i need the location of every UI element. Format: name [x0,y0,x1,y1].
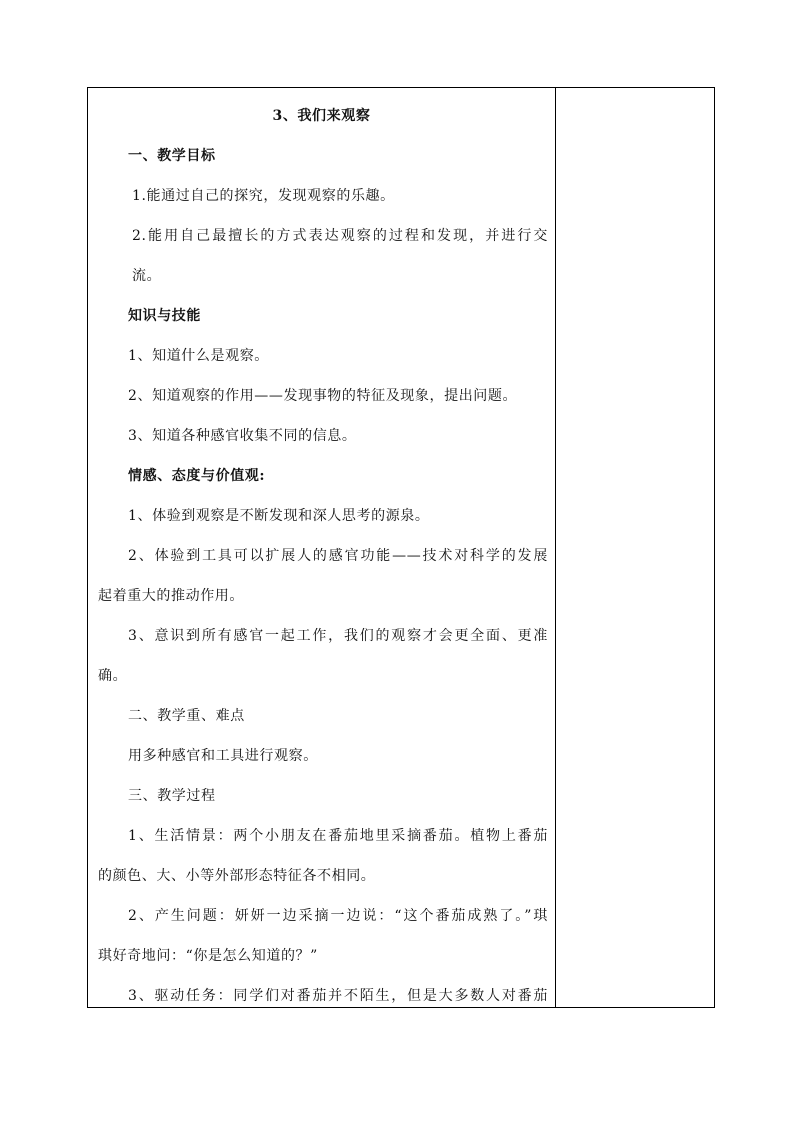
process-item-2-line-1: 2、产生问题：妍妍一边采摘一边说：“这个番茄成熟了。”琪 [128,908,548,924]
section-teaching-process-heading: 三、教学过程 [128,788,216,804]
knowledge-skills-heading: 知识与技能 [128,308,201,324]
process-item-1-line-1: 1、生活情景：两个小朋友在番茄地里采摘番茄。植物上番茄 [128,828,548,844]
attitude-item-3-line-2: 确。 [98,668,128,684]
section-key-points-heading: 二、教学重、难点 [128,708,245,724]
attitude-item-3-line-1: 3、意识到所有感官一起工作，我们的观察才会更全面、更准 [128,628,548,644]
process-item-3-line-1: 3、驱动任务：同学们对番茄并不陌生，但是大多数人对番茄 [128,988,548,1004]
process-item-2-line-2: 琪好奇地问：“你是怎么知道的？” [98,948,318,964]
attitude-values-heading: 情感、态度与价值观: [128,468,266,484]
goal-1: 1.能通过自己的探究，发现观察的乐趣。 [132,188,395,204]
attitude-item-2-line-2: 起着重大的推动作用。 [98,588,244,604]
notes-column [556,88,714,1007]
document-title: 3、我们来观察 [272,108,371,124]
knowledge-item-1: 1、知道什么是观察。 [128,348,269,364]
attitude-item-2-line-1: 2、体验到工具可以扩展人的感官功能——技术对科学的发展 [128,548,548,564]
goal-2-line-2: 流。 [132,268,162,284]
lesson-plan-table [87,87,715,1008]
knowledge-item-3: 3、知道各种感官收集不同的信息。 [128,428,357,444]
goal-2-line-1: 2.能用自己最擅长的方式表达观察的过程和发现，并进行交 [132,228,548,244]
process-item-1-line-2: 的颜色、大、小等外部形态特征各不相同。 [98,868,376,884]
knowledge-item-2: 2、知道观察的作用——发现事物的特征及现象，提出问题。 [128,388,518,404]
key-point-text: 用多种感官和工具进行观察。 [128,748,318,764]
attitude-item-1: 1、体验到观察是不断发现和深人思考的源泉。 [128,508,430,524]
section-teaching-goals-heading: 一、教学目标 [128,148,216,164]
